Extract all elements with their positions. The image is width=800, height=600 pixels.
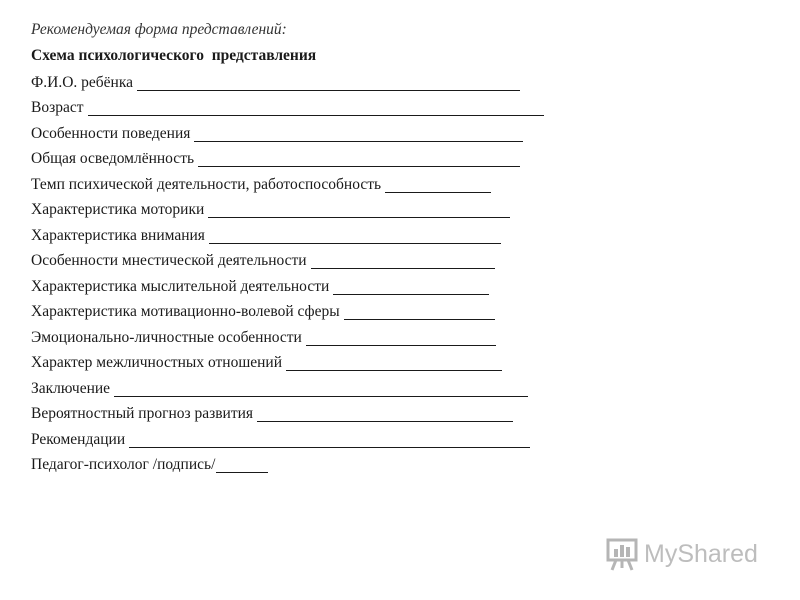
- field-label: Особенности поведения: [31, 124, 191, 142]
- fill-in-line[interactable]: [88, 99, 544, 116]
- field-emotional: [31, 322, 591, 348]
- field-label: Характеристика мыслительной деятельности: [31, 277, 330, 295]
- field-child-name: [31, 67, 591, 93]
- field-age: [31, 93, 591, 119]
- field-label: Характер межличностных отношений: [31, 354, 283, 371]
- field-motor-skills: [31, 195, 591, 221]
- field-attention: [31, 220, 591, 246]
- field-interpersonal: [31, 348, 591, 374]
- watermark-text: MyShared: [644, 539, 758, 568]
- field-label: Рекомендации: [31, 430, 126, 448]
- fill-in-line[interactable]: [209, 227, 501, 244]
- fill-in-line[interactable]: [208, 201, 510, 218]
- field-label: Ф.И.О. ребёнка: [31, 73, 133, 91]
- fill-in-line[interactable]: [114, 380, 528, 397]
- field-mental-pace: [31, 169, 591, 195]
- watermark-logo: [606, 534, 758, 574]
- fill-in-line[interactable]: [344, 303, 495, 320]
- fill-in-line[interactable]: [137, 74, 520, 91]
- field-conclusion: [31, 373, 591, 399]
- field-label: Особенности мнестической деятельности: [31, 252, 307, 269]
- field-label: Общая осведомлённость: [31, 150, 195, 167]
- field-label: Педагог-психолог /подпись/: [31, 456, 216, 473]
- field-prognosis: [31, 399, 591, 425]
- field-motivation: [31, 297, 591, 323]
- fill-in-line[interactable]: [257, 405, 513, 422]
- chart-board-icon: [606, 536, 640, 572]
- field-label: Темп психической деятельности, работоспособность: [31, 175, 382, 193]
- field-label: Характеристика внимания: [31, 226, 205, 244]
- field-recommendations: [31, 424, 591, 450]
- form-subtitle: Рекомендуемая форма представлений:: [31, 21, 287, 38]
- fill-in-line[interactable]: [306, 329, 496, 346]
- fill-in-line[interactable]: [333, 278, 489, 295]
- field-label: Характеристика моторики: [31, 201, 205, 218]
- field-label: Характеристика мотивационно-волевой сферы: [31, 303, 340, 320]
- fill-in-line[interactable]: [129, 431, 530, 448]
- fill-in-line[interactable]: [194, 125, 523, 142]
- field-label: Вероятностный прогноз развития: [31, 405, 254, 422]
- fill-in-line[interactable]: [311, 252, 495, 269]
- fill-in-line[interactable]: [198, 150, 520, 167]
- field-general-awareness: [31, 144, 591, 170]
- field-thinking: [31, 271, 591, 297]
- field-signature: [31, 450, 591, 476]
- fill-in-line[interactable]: [216, 456, 268, 473]
- field-label: Эмоционально-личностные особенности: [31, 328, 302, 346]
- field-label: Заключение: [31, 379, 111, 397]
- document: [31, 20, 591, 475]
- field-memory: [31, 246, 591, 272]
- field-behavior: [31, 118, 591, 144]
- fill-in-line[interactable]: [286, 354, 502, 371]
- form-heading: Схема психологического представления: [31, 47, 317, 64]
- field-label: Возраст: [31, 99, 84, 116]
- fill-in-line[interactable]: [385, 176, 491, 193]
